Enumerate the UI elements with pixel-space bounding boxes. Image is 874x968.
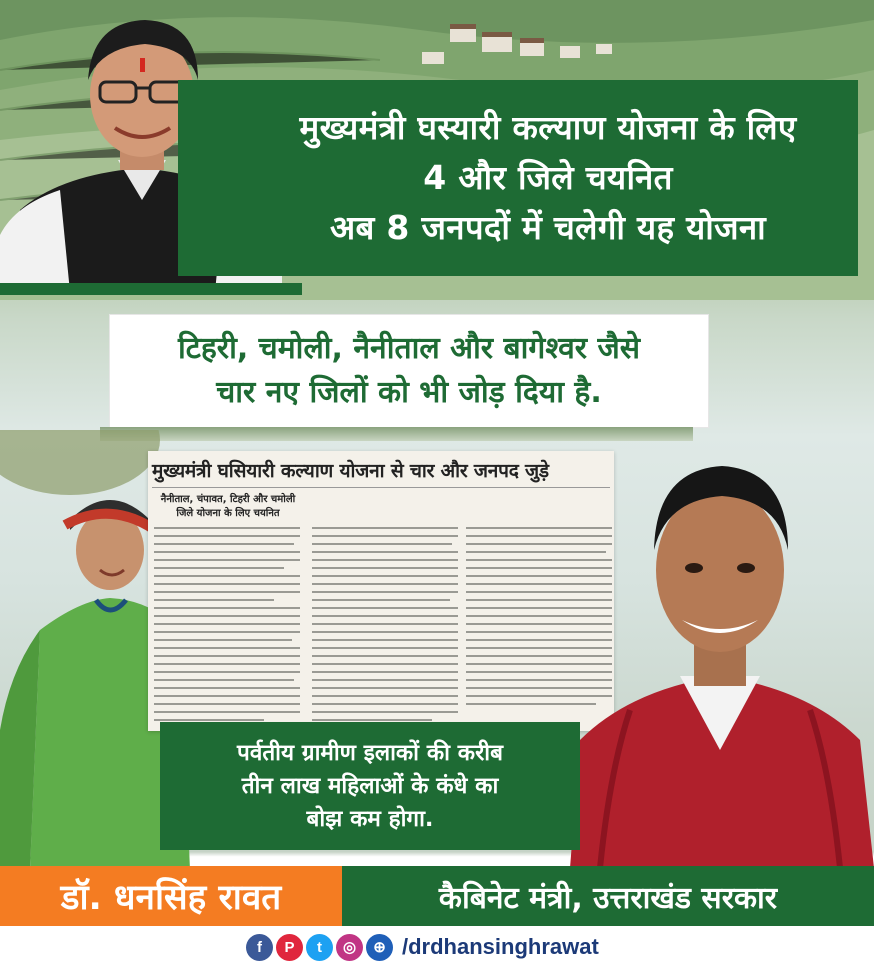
newspaper-headline: मुख्यमंत्री घसियारी कल्याण योजना से चार और जनपद जुड़े — [152, 460, 549, 482]
minister-designation: कैबिनेट मंत्री, उत्तराखंड सरकार — [438, 880, 778, 916]
benefit-line-3: बोझ कम होगा. — [306, 805, 434, 832]
pinterest-icon[interactable]: P — [276, 934, 303, 961]
benefit-banner — [160, 722, 580, 850]
newspaper-body-text — [148, 521, 614, 731]
minister-name: डॉ. धनसिंह रावत — [60, 877, 282, 918]
social-links — [246, 930, 599, 964]
newspaper-clipping — [148, 451, 614, 731]
twitter-icon[interactable]: t — [306, 934, 333, 961]
accent-bar — [0, 283, 302, 295]
designation-box — [342, 866, 874, 926]
quote-line-2: चार नए जिलों को भी जोड़ दिया है. — [216, 375, 602, 410]
headline-line-1: मुख्यमंत्री घस्यारी कल्याण योजना के लिए — [299, 108, 797, 147]
facebook-icon[interactable]: f — [246, 934, 273, 961]
social-handle[interactable]: /drdhansinghrawat — [402, 934, 599, 959]
instagram-icon[interactable]: ◎ — [336, 934, 363, 961]
quote-box — [110, 315, 708, 427]
minister-portrait — [570, 440, 874, 868]
headline-line-2: 4 और जिले चयनित — [423, 158, 673, 197]
newspaper-subhead: नैनीताल, चंपावत, टिहरी और चमोली जिले योजना के लिए चयनित — [160, 494, 296, 519]
quote-line-1: टिहरी, चमोली, नैनीताल और बागेश्वर जैसे — [177, 331, 640, 366]
benefit-line-2: तीन लाख महिलाओं के कंधे का — [241, 772, 499, 799]
benefit-line-1: पर्वतीय ग्रामीण इलाकों की करीब — [237, 739, 503, 766]
minister-name-box — [0, 866, 342, 926]
headline-banner — [178, 80, 858, 276]
headline-line-3: अब 8 जनपदों में चलेगी यह योजना — [329, 208, 767, 247]
globe-icon[interactable]: ⊕ — [366, 934, 393, 961]
